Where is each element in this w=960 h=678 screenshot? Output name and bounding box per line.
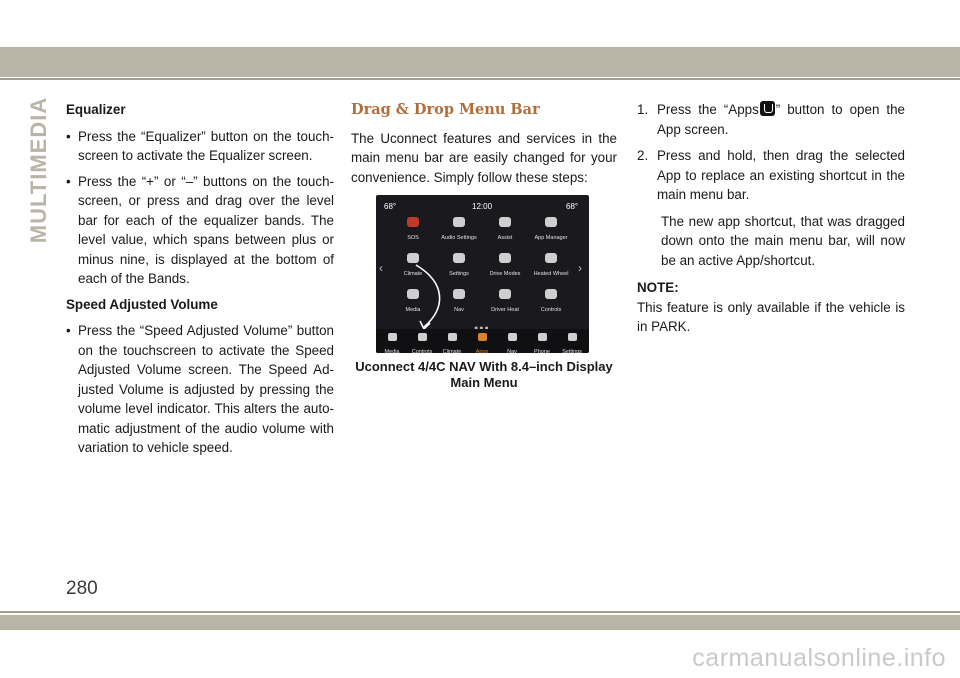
tile-heated-wheel: Heated Wheel [528, 249, 574, 283]
speed-adjusted-volume-heading: Speed Adjusted Volume [66, 296, 218, 312]
seat-heat-icon [499, 289, 511, 299]
column-middle [351, 100, 617, 390]
climate-icon [448, 333, 457, 341]
chevron-left-icon: ‹ [379, 261, 383, 275]
phone-icon [538, 333, 547, 341]
tile-climate: Climate [390, 249, 436, 283]
watermark: carmanualsonline.info [692, 644, 946, 672]
compass-icon [508, 333, 517, 341]
gear-icon [568, 333, 577, 341]
screen-status-bar: 68° 12:00 68° [384, 202, 579, 211]
sav-bullet-1: • Press the “Speed Adjusted Volume” button on the touchscreen to activate the Speed Adjusted Volume screen. The Speed Ad-justed Volume is adjusted by pressing the volume level indicator. This alters the auto-matic adjustment of the audio volume with variation to vehicle speed. [66, 323, 334, 455]
bar-item-media: Media [379, 331, 405, 353]
apps-icon [478, 333, 487, 341]
step-2-detail: The new app shortcut, that was dragged down onto the main menu bar, will now be an active App/shortcut. [661, 213, 905, 268]
equalizer-bullet-2: • Press the “+” or “–” buttons on the touch-screen, or press and drag over the level bar for each of the equalizer bands. The level value, which spans between plus or minus nine, is displayed at the bottom of each of the Bands. [66, 173, 334, 286]
step-2: 2. Press and hold, then drag the selected App to replace an existing shortcut in the main menu bar. [637, 148, 905, 202]
note-text: This feature is only available if the vehicle is in PARK. [637, 299, 905, 334]
heated-wheel-icon [545, 253, 557, 263]
screen-menu-bar [376, 329, 589, 353]
bar-item-phone: Phone [529, 331, 555, 353]
assist-icon [499, 217, 511, 227]
section-title: Drag & Drop Menu Bar [351, 101, 540, 118]
page-number: 280 [66, 578, 98, 599]
tile-drive-modes: Drive Modes [482, 249, 528, 283]
section-side-label: MULTIMEDIA [26, 96, 51, 244]
uconnect-screen-image [376, 195, 589, 353]
step-1: 1. Press the “Apps ” button to open the App screen. [637, 102, 905, 137]
tile-audio-settings: Audio Settings [436, 213, 482, 247]
climate-icon [407, 253, 419, 263]
drag-arrow-icon [406, 263, 456, 333]
tile-driver-heat: Driver Heat [482, 285, 528, 319]
tile-media: Media [390, 285, 436, 319]
column-left [66, 100, 334, 464]
audio-icon [453, 217, 465, 227]
bar-item-controls: Controls [409, 331, 435, 353]
apps-icon [760, 101, 775, 116]
column-right [637, 100, 905, 345]
equalizer-heading: Equalizer [66, 102, 126, 117]
music-note-icon [388, 333, 397, 341]
gear-icon [453, 253, 465, 263]
header-rule [0, 78, 960, 80]
tile-settings: Settings [436, 249, 482, 283]
controls-icon [545, 289, 557, 299]
sos-icon [407, 217, 419, 227]
drive-modes-icon [499, 253, 511, 263]
tile-controls: Controls [528, 285, 574, 319]
chevron-right-icon: › [578, 261, 582, 275]
app-manager-icon [545, 217, 557, 227]
tile-nav: Nav [436, 285, 482, 319]
bar-item-climate: Climate [439, 331, 465, 353]
tile-app-manager: App Manager [528, 213, 574, 247]
controls-icon [418, 333, 427, 341]
figure-caption: Uconnect 4/4C NAV With 8.4–inch Display Main Menu [355, 359, 613, 390]
footer-band [0, 615, 960, 630]
header-band [0, 47, 960, 77]
bar-item-settings: Settings [559, 331, 585, 353]
tile-sos: SOS [390, 213, 436, 247]
intro-paragraph: The Uconnect features and services in the main menu bar are easily changed for your convenience. Simply follow these steps: [351, 130, 617, 185]
note-heading: NOTE: [637, 280, 679, 295]
bar-item-nav: Nav [499, 331, 525, 353]
tile-assist: Assist [482, 213, 528, 247]
footer-rule [0, 611, 960, 613]
bar-item-apps: Apps [469, 331, 495, 353]
equalizer-bullet-1: • Press the “Equalizer” button on the touch-screen to activate the Equalizer screen. [66, 128, 334, 163]
